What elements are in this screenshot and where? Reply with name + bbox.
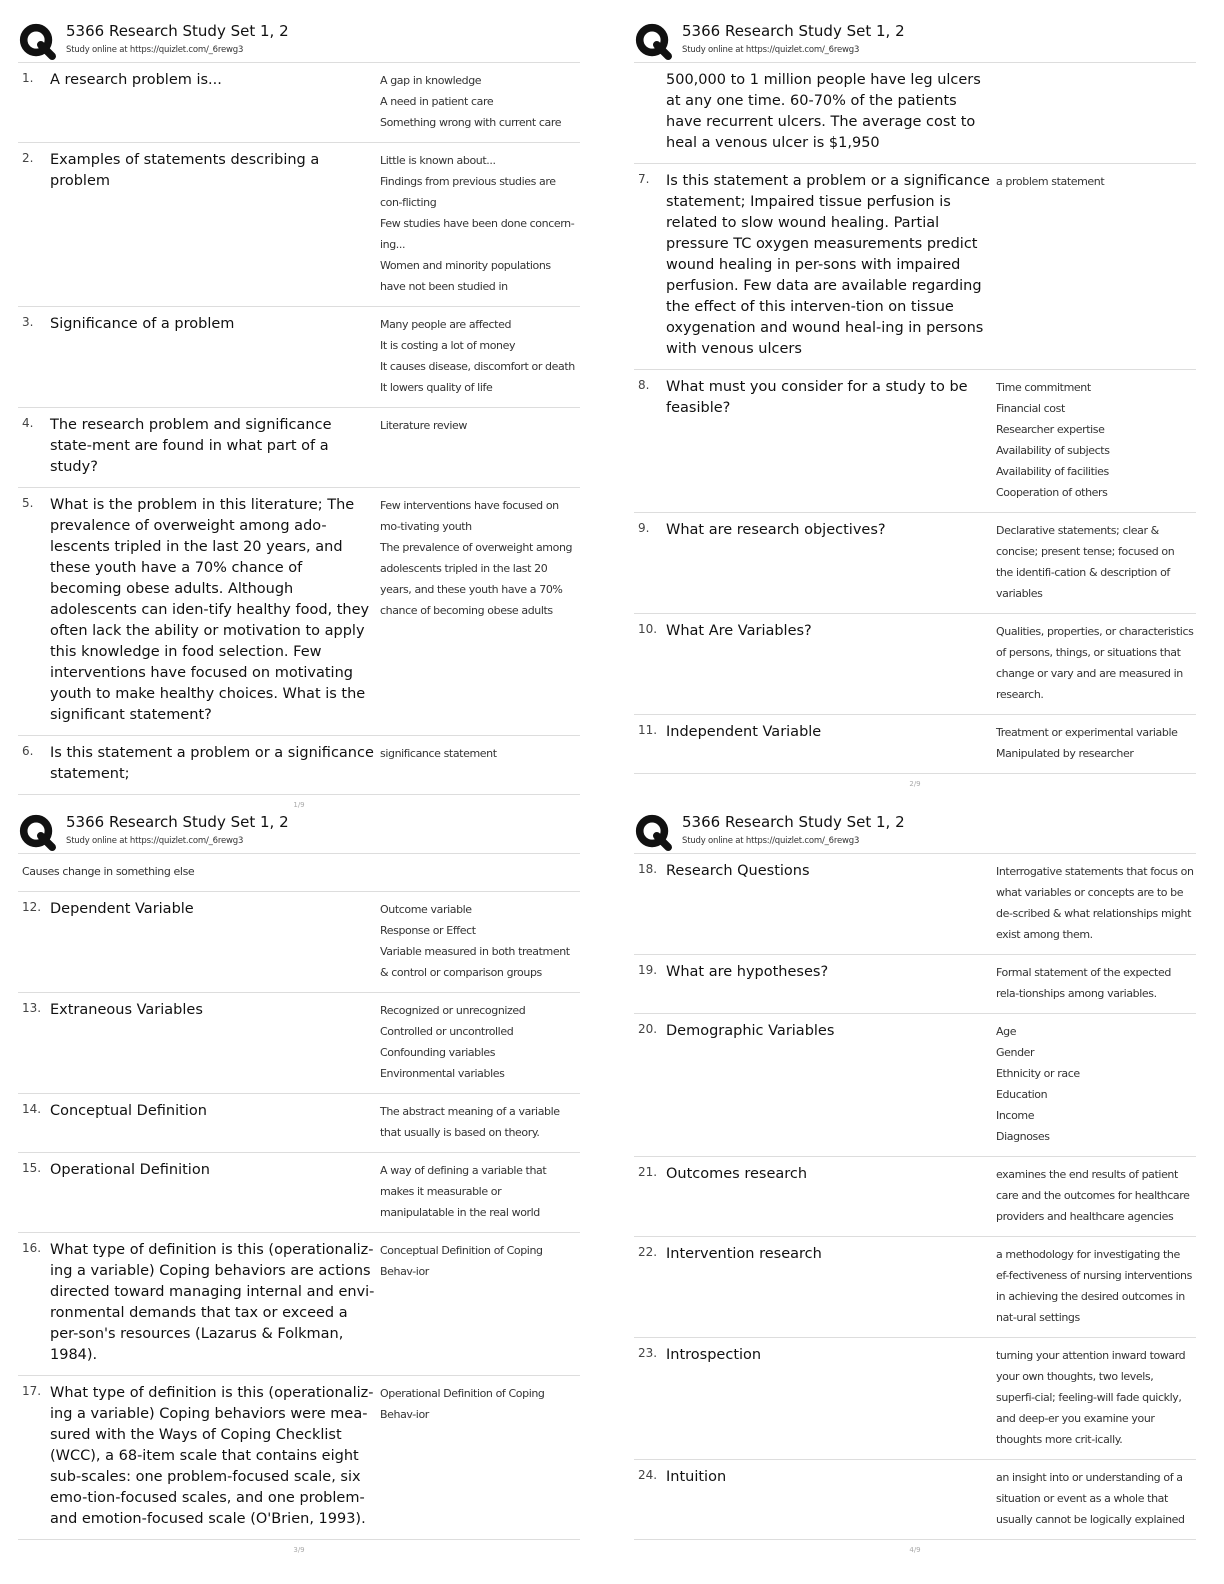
card-definition [380, 899, 578, 983]
card-row [18, 488, 580, 736]
continued-row [18, 854, 580, 892]
card-term: Significance of a problem [50, 316, 235, 332]
card-definition [380, 1383, 578, 1425]
definition-line: Availability of subjects [996, 444, 1110, 457]
card-definition [996, 1021, 1194, 1147]
definition-line: Financial cost [996, 402, 1065, 415]
definition-line: Formal statement of the expected rela-tionships among variables. [996, 966, 1171, 1000]
card-definition [380, 1101, 578, 1143]
card-number: 9. [638, 521, 650, 535]
card-definition [996, 1345, 1194, 1450]
page-4 [634, 811, 1196, 1554]
card-row [18, 993, 580, 1094]
page-2 [634, 20, 1196, 788]
card-term: Intervention research [666, 1246, 822, 1262]
card-row [18, 408, 580, 488]
definition-line: Recognized or unrecognized [380, 1004, 526, 1017]
card-term: Research Questions [666, 863, 810, 879]
continued-row [634, 63, 1196, 164]
definition-line: Gender [996, 1046, 1035, 1059]
card-term: A research problem is... [50, 72, 222, 88]
definition-line: a methodology for investigating the ef-fectiveness of nursing interventions in achieving the desired outcomes in nat-ural settings [996, 1248, 1192, 1324]
card-row [18, 63, 580, 143]
study-link[interactable]: Study online at https://quizlet.com/_6rewg3 [682, 836, 860, 846]
card-definition [996, 520, 1194, 604]
quizlet-logo-icon [18, 22, 56, 60]
card-term: What must you consider for a study to be feasible? [666, 379, 968, 416]
card-definition [380, 743, 578, 764]
card-list [634, 164, 1196, 774]
definition-line: Few interventions have focused on mo-tivating youth [380, 499, 559, 533]
definition-line: turning your attention inward toward your own thoughts, two levels, superfi-cial; feeling-will fade quickly, and deep-er you examine your thoughts more crit-ically. [996, 1349, 1186, 1446]
card-list [18, 892, 580, 1540]
definition-line: A gap in knowledge [380, 74, 482, 87]
definition-line: Women and minority populations have not been studied in [380, 259, 551, 293]
card-number: 14. [22, 1102, 42, 1116]
card-number: 18. [638, 862, 658, 876]
card-row [634, 955, 1196, 1014]
definition-line: significance statement [380, 747, 497, 760]
definition-line: Cooperation of others [996, 486, 1108, 499]
continued-definition [22, 861, 220, 882]
card-definition [996, 861, 1194, 945]
card-term: What are hypotheses? [666, 964, 829, 980]
page-number: 3/9 [293, 1546, 305, 1554]
page-header [634, 20, 1196, 63]
set-title: 5366 Research Study Set 1, 2 [66, 22, 289, 40]
card-definition [380, 495, 578, 621]
definition-line: an insight into or understanding of a situation or event as a whole that usually cannot be logically explained [996, 1471, 1185, 1526]
card-number: 21. [638, 1165, 658, 1179]
page-number: 4/9 [909, 1546, 921, 1554]
card-definition [380, 314, 578, 398]
page-header [634, 811, 1196, 854]
definition-line: The prevalence of overweight among adolescents tripled in the last 20 years, and these youth have a 70% chance of becoming obese adults [380, 541, 573, 617]
definition-line: Variable measured in both treatment & control or comparison groups [380, 945, 570, 979]
definition-line: Operational Definition of Coping Behav-ior [380, 1387, 545, 1421]
definition-line: Manipulated by researcher [996, 747, 1134, 760]
quizlet-logo-icon [18, 813, 56, 851]
card-number: 13. [22, 1001, 42, 1015]
card-number: 5. [22, 496, 34, 510]
definition-line: Ethnicity or race [996, 1067, 1080, 1080]
card-number: 17. [22, 1384, 42, 1398]
definition-line: Controlled or uncontrolled [380, 1025, 514, 1038]
card-definition [996, 722, 1194, 764]
page-3 [18, 811, 580, 1554]
card-row [634, 1014, 1196, 1157]
card-row [18, 1153, 580, 1233]
quizlet-logo-icon [634, 22, 672, 60]
card-term: Independent Variable [666, 724, 822, 740]
card-definition [380, 1160, 578, 1223]
card-term: Extraneous Variables [50, 1002, 203, 1018]
card-term: What type of definition is this (operationaliz-ing a variable) Coping behaviors are actions directed toward managing internal and envi-ronmental demands that tax or exceed a per-son's resources (Lazarus & Folkman, 1984). [50, 1242, 375, 1363]
card-definition [996, 171, 1194, 192]
card-number: 6. [22, 744, 34, 758]
definition-line: Education [996, 1088, 1048, 1101]
definition-line: Causes change in something else [22, 865, 195, 878]
definition-line: examines the end results of patient care and the outcomes for healthcare providers and healthcare agencies [996, 1168, 1190, 1223]
definition-line: Treatment or experimental variable [996, 726, 1178, 739]
card-term: Introspection [666, 1347, 762, 1363]
card-row [634, 513, 1196, 614]
definition-line: Many people are affected [380, 318, 512, 331]
continued-term-text: 500,000 to 1 million people have leg ulcers at any one time. 60-70% of the patients have recurrent ulcers. The average cost to heal a venous ulcer is $1,950 [666, 72, 981, 151]
card-row [634, 1157, 1196, 1237]
card-row [18, 307, 580, 408]
quizlet-logo-icon [634, 813, 672, 851]
card-term: The research problem and significance state-ment are found in what part of a study? [50, 417, 332, 475]
definition-line: Declarative statements; clear & concise; present tense; focused on the identifi-cation & description of variables [996, 524, 1175, 600]
card-term: Outcomes research [666, 1166, 808, 1182]
card-definition [996, 621, 1194, 705]
card-definition [380, 1240, 578, 1282]
card-definition [996, 962, 1194, 1004]
card-term: What are research objectives? [666, 522, 886, 538]
card-row [634, 370, 1196, 513]
set-title: 5366 Research Study Set 1, 2 [682, 813, 905, 831]
definition-line: Income [996, 1109, 1035, 1122]
study-link[interactable]: Study online at https://quizlet.com/_6rewg3 [682, 45, 860, 55]
definition-line: Conceptual Definition of Coping Behav-ior [380, 1244, 543, 1278]
card-row [634, 854, 1196, 955]
card-number: 16. [22, 1241, 42, 1255]
definition-line: Environmental variables [380, 1067, 505, 1080]
card-row [634, 1338, 1196, 1460]
card-term: Intuition [666, 1469, 727, 1485]
card-number: 2. [22, 151, 34, 165]
definition-line: a problem statement [996, 175, 1105, 188]
definition-line: Researcher expertise [996, 423, 1105, 436]
card-row [18, 1094, 580, 1153]
definition-line: Availability of facilities [996, 465, 1109, 478]
card-definition [996, 1164, 1194, 1227]
card-definition [996, 1467, 1194, 1530]
card-row [634, 614, 1196, 715]
definition-line: Confounding variables [380, 1046, 496, 1059]
definition-line: Age [996, 1025, 1017, 1038]
card-definition [996, 1244, 1194, 1328]
card-number: 22. [638, 1245, 658, 1259]
page-header [18, 811, 580, 854]
definition-line: Response or Effect [380, 924, 476, 937]
card-number: 3. [22, 315, 34, 329]
card-definition [380, 150, 578, 297]
definition-line: It lowers quality of life [380, 381, 493, 394]
card-number: 23. [638, 1346, 658, 1360]
card-row [18, 736, 580, 795]
page-number: 1/9 [293, 801, 305, 809]
card-row [634, 164, 1196, 370]
card-number: 4. [22, 416, 34, 430]
card-number: 20. [638, 1022, 658, 1036]
card-term: Dependent Variable [50, 901, 194, 917]
card-number: 19. [638, 963, 658, 977]
card-definition [380, 415, 578, 436]
card-number: 8. [638, 378, 650, 392]
study-link[interactable]: Study online at https://quizlet.com/_6rewg3 [66, 45, 244, 55]
card-row [634, 1460, 1196, 1540]
card-number: 12. [22, 900, 42, 914]
card-number: 24. [638, 1468, 658, 1482]
card-row [18, 892, 580, 993]
card-term: Examples of statements describing a problem [50, 152, 320, 189]
study-link[interactable]: Study online at https://quizlet.com/_6rewg3 [66, 836, 244, 846]
card-definition [380, 1000, 578, 1084]
card-term: What Are Variables? [666, 623, 812, 639]
definition-line: Outcome variable [380, 903, 472, 916]
card-number: 15. [22, 1161, 42, 1175]
definition-line: It is costing a lot of money [380, 339, 516, 352]
card-row [634, 715, 1196, 774]
definition-line: Little is known about... [380, 154, 496, 167]
definition-line: Diagnoses [996, 1130, 1050, 1143]
card-term: What is the problem in this literature; The prevalence of overweight among ado-lescents tripled in the last 20 years, and these youth have a 70% chance of becoming obese adults. Although adolescents can iden-tify healthy food, they often lack the ability or motivation to apply this knowledge in food selection. Few interventions have focused on motivating youth to make healthy choices. What is the significant statement? [50, 497, 370, 723]
card-row [18, 1376, 580, 1540]
card-term: What type of definition is this (operationaliz-ing a variable) Coping behaviors were mea-sured with the Ways of Coping Checklist (WCC), a 68-item scale that contains eight sub-scales: one problem-focused scale, six emo-tion-focused scales, and one problem- and emotion-focused scale (O'Brien, 1993). [50, 1385, 374, 1527]
definition-line: A need in patient care [380, 95, 494, 108]
definition-line: It causes disease, discomfort or death [380, 360, 575, 373]
card-list [634, 854, 1196, 1540]
card-term: Conceptual Definition [50, 1103, 207, 1119]
card-definition [996, 377, 1194, 503]
card-term: Demographic Variables [666, 1023, 835, 1039]
definition-line: Literature review [380, 419, 467, 432]
card-term: Operational Definition [50, 1162, 210, 1178]
card-number: 11. [638, 723, 658, 737]
definition-line: A way of defining a variable that makes it measurable or manipulatable in the real world [380, 1164, 547, 1219]
set-title: 5366 Research Study Set 1, 2 [682, 22, 905, 40]
definition-line: Time commitment [996, 381, 1091, 394]
definition-line: Few studies have been done concern-ing... [380, 217, 575, 251]
set-title: 5366 Research Study Set 1, 2 [66, 813, 289, 831]
card-number: 1. [22, 71, 34, 85]
definition-line: Something wrong with current care [380, 116, 562, 129]
card-row [18, 143, 580, 307]
definition-line: Interrogative statements that focus on what variables or concepts are to be de-scribed & what relationships might exist among them. [996, 865, 1194, 941]
card-definition [380, 70, 578, 133]
card-list [18, 63, 580, 795]
page-number: 2/9 [909, 780, 921, 788]
definition-line: Findings from previous studies are con-flicting [380, 175, 556, 209]
card-term: Is this statement a problem or a significance statement; [50, 745, 374, 782]
card-row [634, 1237, 1196, 1338]
card-number: 7. [638, 172, 650, 186]
card-row [18, 1233, 580, 1376]
definition-line: Qualities, properties, or characteristics of persons, things, or situations that change or vary and are measured in research. [996, 625, 1194, 701]
definition-line: The abstract meaning of a variable that usually is based on theory. [380, 1105, 560, 1139]
card-number: 10. [638, 622, 658, 636]
page-header [18, 20, 580, 63]
page-1 [18, 20, 580, 809]
card-term: Is this statement a problem or a significance statement; Impaired tissue perfusion is related to slow wound healing. Partial pressure TC oxygen measurements predict wound healing in per-sons with impaired perfusion. Few data are available regarding the effect of this interven-tion on tissue oxygenation and wound heal-ing in persons with venous ulcers [666, 173, 990, 357]
